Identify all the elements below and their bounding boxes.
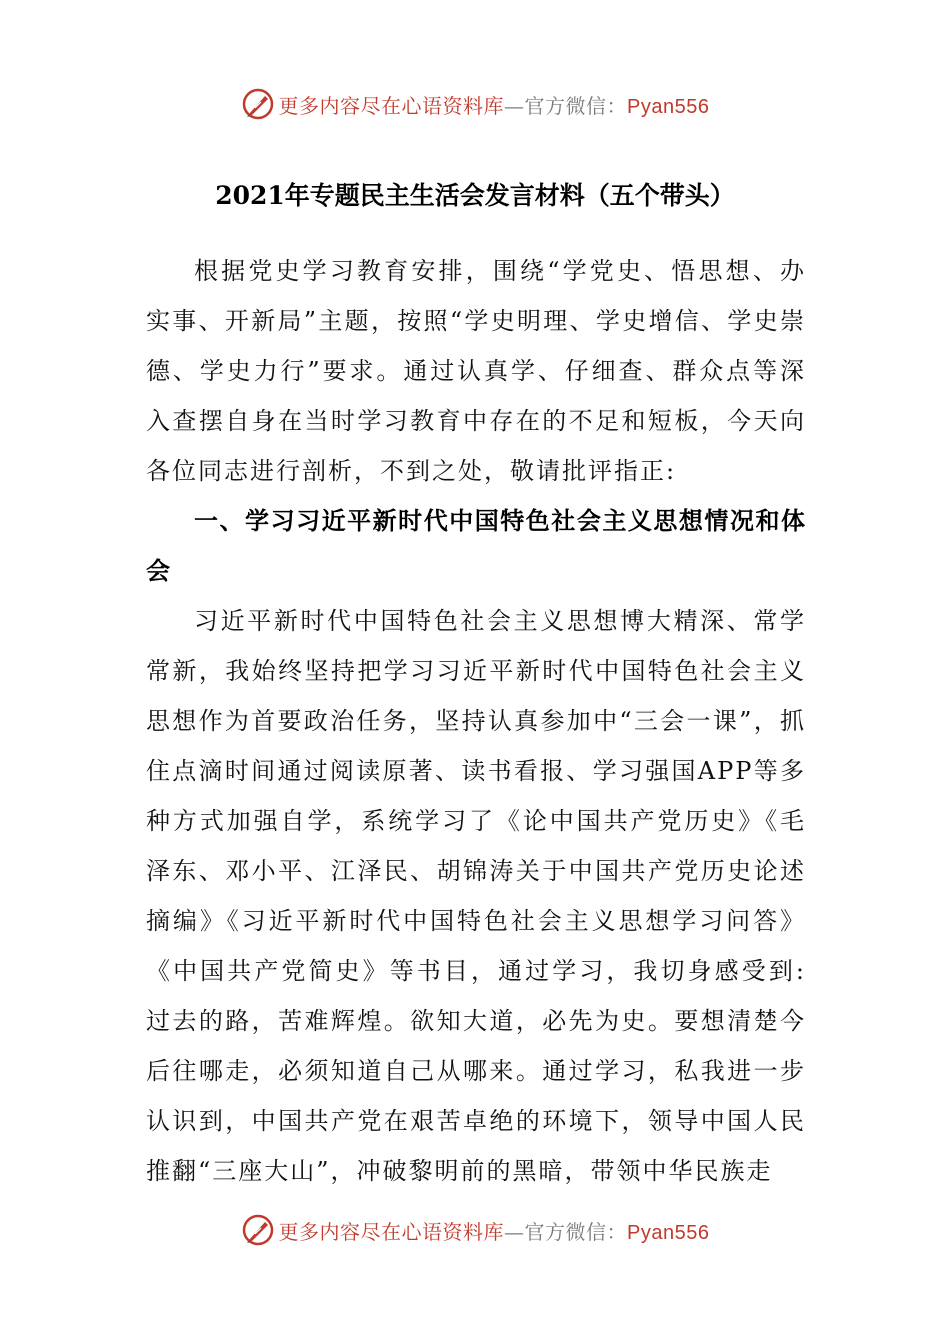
quill-pen-logo-icon (241, 87, 275, 121)
document-body (146, 246, 806, 1196)
watermark-header (0, 82, 950, 126)
watermark-middle-text: 官方微信： (524, 1219, 628, 1244)
watermark-text (279, 1216, 710, 1245)
intro-paragraph: 根据党史学习教育安排，围绕“学党史、悟思想、办实事、开新局”主题，按照“学史明理、学史增信、学史崇德、学史力行”要求。通过认真学、仔细查、群众点等深入查摆自身在当时学习教育中存在的不足和短板，今天向各位同志进行剖析，不到之处，敬请批评指正: (146, 257, 806, 485)
watermark-site-text: 更多内容尽在心语资料库 (278, 93, 505, 118)
watermark-wechat-id: Pyan556 (627, 95, 710, 118)
document-title: 2021年专题民主生活会发言材料（五个带头） (215, 181, 735, 210)
watermark-site-text: 更多内容尽在心语资料库 (278, 1219, 505, 1244)
watermark-footer (0, 1208, 950, 1252)
watermark-text (279, 90, 710, 119)
watermark-wechat-id: Pyan556 (627, 1221, 710, 1244)
watermark-middle-text: 官方微信： (524, 93, 628, 118)
section-paragraph: 习近平新时代中国特色社会主义思想博大精深、常学常新，我始终坚持把学习习近平新时代中国特色社会主义思想作为首要政治任务，坚持认真参加中“三会一课”，抓住点滴时间通过阅读原著、读书看报、学习强国APP等多种方式加强自学，系统学习了《论中国共产党历史》《毛泽东、邓小平、江泽民、胡锦涛关于中国共产党历史论述摘编》《习近平新时代中国特色社会主义思想学习问答》《中国共产党简史》等书目，通过学习，我切身感受到:过去的路，苦难辉煌。欲知大道，必先为史。要想清楚今后往哪走，必须知道自己从哪来。通过学习，私我进一步认识到，中国共产党在艰苦卓绝的环境下，领导中国人民推翻“三座大山”，冲破黎明前的黑暗，带领中华民族走 (146, 607, 806, 1185)
quill-pen-logo-icon (241, 1213, 275, 1247)
watermark-separator: — (504, 93, 525, 118)
section-heading: 一、学习习近平新时代中国特色社会主义思想情况和体会 (146, 507, 806, 585)
watermark-separator: — (504, 1219, 525, 1244)
